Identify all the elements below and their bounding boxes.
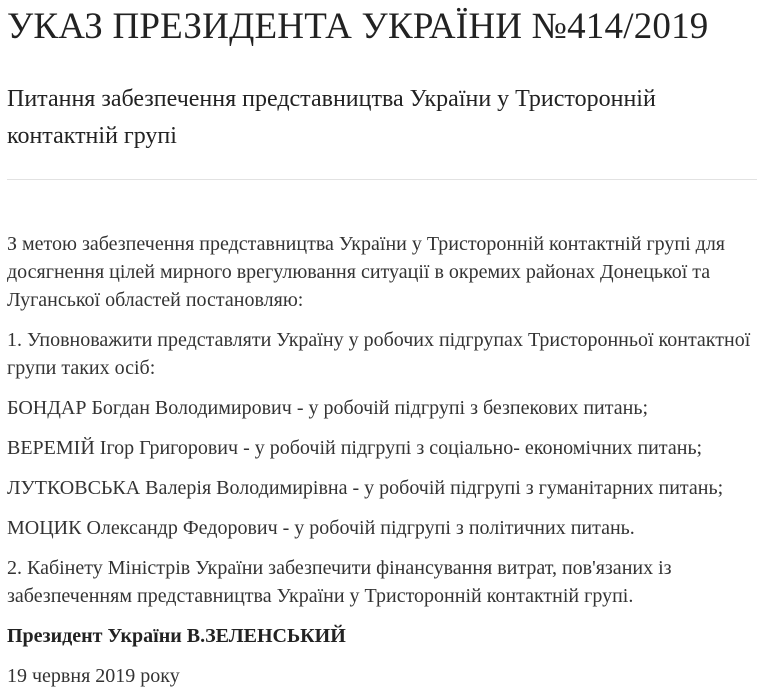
- paragraph: БОНДАР Богдан Володимирович - у робочій підгрупі з безпекових питань;: [7, 396, 648, 419]
- decree-body: [7, 230, 757, 610]
- signature-line: Президент України В.ЗЕЛЕНСЬКИЙ: [7, 624, 346, 647]
- date-line: 19 червня 2019 року: [7, 664, 180, 687]
- paragraph: 2. Кабінету Міністрів України забезпечити фінансування витрат, пов'язаних із забезпеченням представництва України у Тристоронній контактній групі.: [7, 556, 672, 607]
- divider: [7, 179, 757, 180]
- paragraph: З метою забезпечення представництва України у Тристоронній контактній групі для досягнення цілей мирного врегулювання ситуації в окремих районах Донецької та Луганської областей постановляю:: [7, 232, 725, 311]
- page-title: УКАЗ ПРЕЗИДЕНТА УКРАЇНИ №414/2019: [7, 6, 709, 47]
- paragraph: МОЦИК Олександр Федорович - у робочій підгрупі з політичних питань.: [7, 516, 635, 539]
- paragraph: ВЕРЕМІЙ Ігор Григорович - у робочій підгрупі з соціально- економічних питань;: [7, 436, 703, 459]
- decree-subtitle: Питання забезпечення представництва України у Тристоронній контактній групі: [7, 85, 656, 149]
- paragraph: ЛУТКОВСЬКА Валерія Володимирівна - у робочій підгрупі з гуманітарних питань;: [7, 476, 724, 499]
- decree-document: [7, 6, 757, 690]
- paragraph: 1. Уповноважити представляти Україну у робочих підгрупах Тристоронньої контактної групи таких осіб:: [7, 328, 751, 379]
